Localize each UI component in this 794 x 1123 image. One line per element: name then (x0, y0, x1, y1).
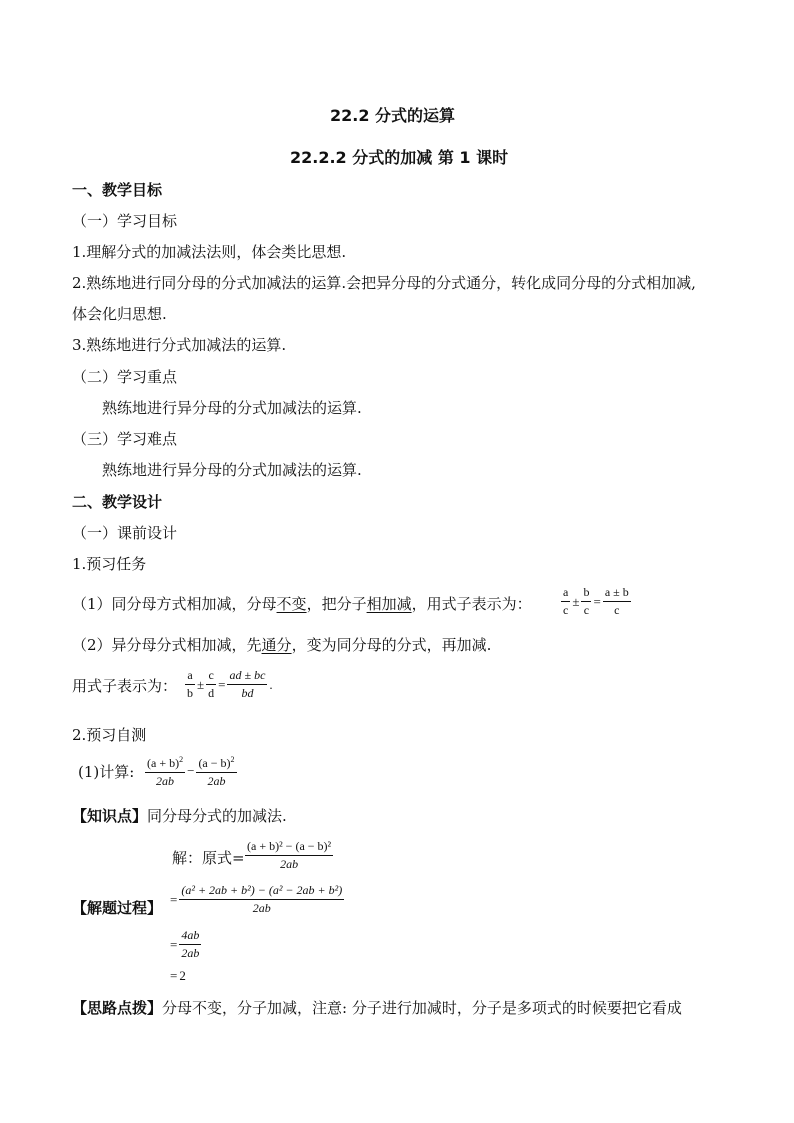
task-1-text-a: （1）同分母方式相加减，分母 (72, 595, 277, 613)
subheading-pre-class: （一）课前设计 (72, 524, 178, 542)
hint-text: 分母不变，分子加减，注意: 分子进行加减时，分子是多项式的时候要把它看成 (162, 999, 682, 1017)
fraction: $\frac{c}{d}$ (208, 668, 215, 700)
formula-same-denominator: $\frac{a}{c}$ ± $\frac{b}{c}$ = $\frac{a \pm b}{c}$ (563, 585, 629, 617)
task-1-text-b: ，把分子 (306, 595, 367, 613)
knowledge-point-text: 同分母分式的加减法. (147, 807, 287, 825)
key-points-text: 熟练地进行异分母的分式加减法的运算. (102, 399, 362, 417)
solution-label: 解：原式= (172, 849, 245, 867)
subheading-learning-goals: （一）学习目标 (72, 212, 178, 230)
fraction: $\frac{(a + b)^2}{2ab}$ (145, 752, 185, 789)
knowledge-point-line (72, 806, 287, 826)
fraction: $\frac{b}{c}$ (583, 585, 590, 617)
solution-step-4: = 2 (170, 968, 186, 983)
formula-different-denominator: $\frac{a}{b}$ ± $\frac{c}{d}$ = $\frac{ad \pm bc}{bd}$ . (187, 668, 273, 700)
page-title: 22.2 分式的运算 (330, 106, 456, 125)
goal-1: 1.理解分式的加减法法则，体会类比思想. (72, 243, 347, 261)
fraction: $\frac{a \pm b}{c}$ (604, 585, 629, 617)
subheading-key-points: （二）学习重点 (72, 368, 178, 386)
task-2-text-a: （2）异分母分式相加减，先 (72, 636, 262, 654)
solution-step-3: = $\frac{4ab}{2ab}$ (170, 928, 200, 960)
question-1-expression: $\frac{(a + b)^2}{2ab}$ − $\frac{(a - b)^2}{2ab}$ (144, 752, 238, 789)
fraction: $\frac{a}{c}$ (563, 585, 569, 617)
difficulties-text: 熟练地进行异分母的分式加减法的运算. (102, 461, 362, 479)
goal-3: 3.熟练地进行分式加减法的运算. (72, 336, 287, 354)
hint-line (72, 998, 682, 1018)
task-1-text-c: ，用式子表示为： (411, 595, 532, 613)
task-2-text-b: ，变为同分母的分式，再加减. (291, 636, 492, 654)
self-test-heading: 2.预习自测 (72, 726, 147, 744)
task-1-blank-1: 不变 (276, 595, 307, 613)
fraction: $\frac{\text{(a² + 2ab + b²) − (a² − 2ab + b²)}}{2ab}$ (181, 883, 343, 915)
task-2-line-2: 用式子表示为： (72, 677, 178, 695)
task-2-blank: 通分 (261, 636, 292, 654)
section-heading-goals: 一、教学目标 (72, 181, 163, 199)
fraction: $\frac{a}{b}$ (187, 668, 193, 700)
goal-2-line-2: 体会化归思想. (72, 305, 167, 323)
solution-step-1 (244, 839, 334, 872)
preview-task-heading: 1.预习任务 (72, 555, 147, 573)
task-1-blank-2: 相加减 (366, 595, 412, 613)
fraction: $\frac{(a - b)^2}{2ab}$ (196, 752, 236, 789)
task-1-line (72, 594, 532, 614)
subheading-difficulties: （三）学习难点 (72, 430, 178, 448)
page-subtitle: 22.2.2 分式的加减 第 1 课时 (290, 148, 509, 167)
task-2-line (72, 635, 491, 655)
question-1-label: (1)计算: (78, 763, 135, 781)
fraction: $\frac{\text{(a + b)² − (a − b)²}}{2ab}$ (247, 839, 332, 871)
process-label: 【解题过程】 (72, 899, 163, 917)
section-heading-design: 二、教学设计 (72, 493, 163, 511)
solution-step-2: = $\frac{\text{(a² + 2ab + b²) − (a² − 2ab + b²)}}{2ab}$ (170, 883, 343, 915)
fraction: $\frac{ad \pm bc}{bd}$ (229, 668, 266, 700)
hint-label: 【思路点拨】 (72, 999, 163, 1017)
goal-2-line-1: 2.熟练地进行同分母的分式加减法的运算.会把异分母的分式通分，转化成同分母的分式相加减, (72, 274, 696, 292)
process-label-line (72, 898, 162, 918)
fraction: $\frac{4ab}{2ab}$ (181, 928, 200, 960)
knowledge-point-label: 【知识点】 (72, 807, 148, 825)
